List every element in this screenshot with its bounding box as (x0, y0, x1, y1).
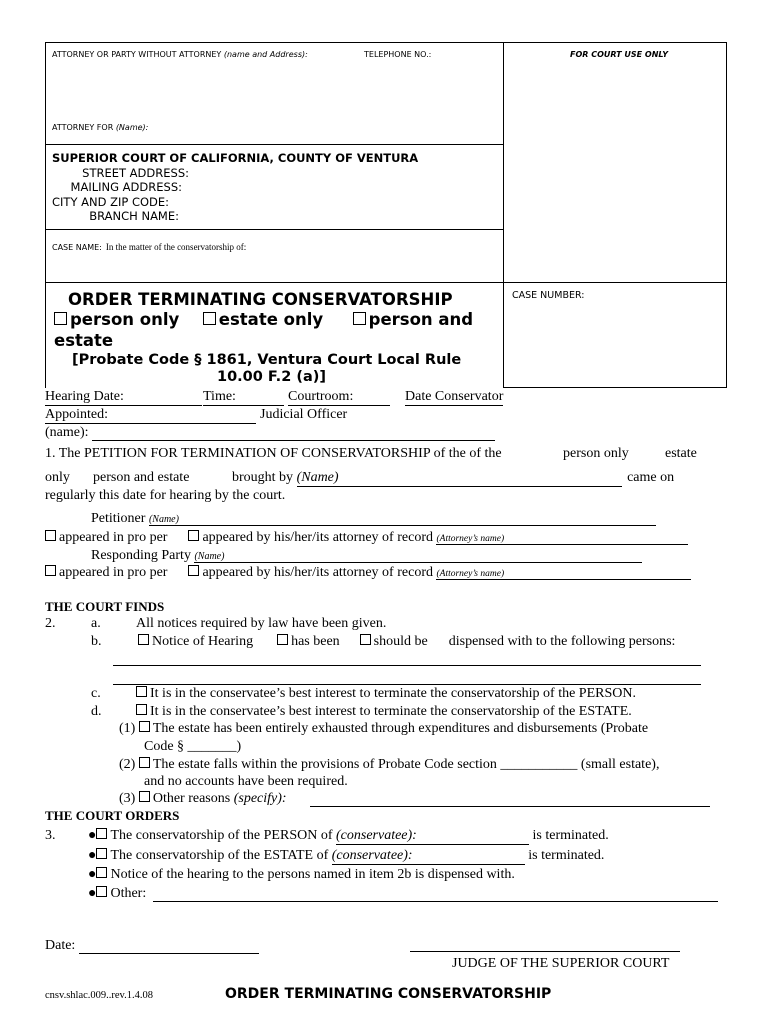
mailing-address-label: MAILING ADDRESS: (70, 180, 182, 194)
should-be-checkbox[interactable] (360, 634, 371, 645)
court-use-label: FOR COURT USE ONLY (570, 50, 669, 59)
person-only-label: person only (70, 310, 180, 329)
other-order-field[interactable] (153, 901, 718, 902)
item1-estate: estate (665, 446, 697, 461)
responding-name-field[interactable]: (Name) (194, 551, 642, 563)
item1-line3: regularly this date for hearing by the court. (45, 488, 286, 503)
court-name: SUPERIOR COURT OF CALIFORNIA, COUNTY OF VENTURA (52, 151, 419, 165)
item2a-label: a. (91, 616, 101, 631)
hearing-time-text: Time: (203, 389, 284, 406)
order3-bullet: ● (88, 867, 97, 882)
judge-signature-line[interactable] (410, 951, 680, 952)
item1-brought-by (232, 470, 674, 487)
dispensed-with-label: dispensed with to the following persons: (448, 634, 676, 649)
date-conservator-text: Date Conservator (405, 389, 504, 404)
telephone-label: TELEPHONE NO.: (364, 50, 432, 59)
item2d3-text: Other reasons (152, 791, 231, 806)
attorney-for-label (52, 123, 148, 132)
item2d2-number: (2) (119, 757, 136, 772)
officer-name-field[interactable] (92, 440, 495, 441)
petitioner-attorney-field[interactable]: (Attorney’s name) (436, 534, 688, 545)
other-reasons-field[interactable] (310, 806, 710, 807)
title-options (54, 310, 473, 329)
order4-bullet: ● (88, 886, 97, 901)
item2d3-row (119, 791, 287, 807)
person-and-estate-checkbox[interactable] (353, 312, 366, 325)
item1-only: only (45, 470, 70, 485)
item2d3-specify: (specify): (233, 791, 287, 806)
title-options-cont: estate (54, 331, 114, 350)
appointed-label (45, 407, 256, 424)
responding-attorney-field[interactable]: (Attorney’s name) (436, 569, 691, 580)
item2c-text: It is in the conservatee’s best interest to terminate the conservatorship of the PERSON. (150, 686, 636, 701)
item2d-row (136, 704, 632, 720)
petitioner-pro-per-checkbox[interactable] (45, 530, 56, 541)
judicial-officer-label: Judicial Officer (260, 407, 348, 422)
should-be-label: should be (373, 634, 428, 649)
city-zip-label: CITY AND ZIP CODE: (52, 195, 170, 209)
persons-field-1[interactable] (113, 665, 701, 666)
branch-name-label: BRANCH NAME: (89, 209, 179, 223)
persons-field-2[interactable] (113, 684, 701, 685)
item2d1-text: The estate has been entirely exhausted through expenditures and disbursements (Probate (152, 721, 649, 736)
item2d1-checkbox[interactable] (139, 721, 150, 732)
notice-of-hearing-checkbox[interactable] (138, 634, 149, 645)
order2-checkbox[interactable] (96, 848, 107, 859)
order1-text: The conservatorship of the PERSON of (110, 828, 333, 843)
case-name-label: CASE NAME: (52, 243, 102, 252)
person-only-checkbox[interactable] (54, 312, 67, 325)
item2d-label: d. (91, 704, 102, 719)
footer-title: ORDER TERMINATING CONSERVATORSHIP (225, 986, 552, 1002)
item2b-label: b. (91, 634, 102, 649)
order2-row (88, 848, 604, 865)
item2c-checkbox[interactable] (136, 686, 147, 697)
judge-label: JUDGE OF THE SUPERIOR COURT (452, 956, 670, 971)
order1-end: is terminated. (532, 828, 609, 843)
order4-row (88, 886, 146, 902)
item2c-label: c. (91, 686, 101, 701)
courtroom-label (288, 389, 390, 406)
hearing-date-label (45, 389, 202, 406)
document-title: ORDER TERMINATING CONSERVATORSHIP (68, 290, 453, 309)
item2d2-checkbox[interactable] (139, 757, 150, 768)
petitioner-row (91, 511, 656, 527)
attorney-label (52, 50, 308, 59)
order1-row (88, 828, 609, 845)
officer-name-label: (name): (45, 425, 89, 440)
date-label: Date: (45, 938, 76, 953)
item2a-text: All notices required by law have been given. (136, 616, 387, 631)
courtroom-text: Courtroom: (288, 389, 390, 406)
item2d1-number: (1) (119, 721, 136, 736)
item2-number: 2. (45, 616, 56, 631)
petitioner-label: Petitioner (91, 511, 146, 526)
item2d3-number: (3) (119, 791, 136, 806)
petitioner-attorney-checkbox[interactable] (188, 530, 199, 541)
item1-person-only: person only (563, 446, 629, 461)
order2-conservatee-field[interactable]: (conservatee): (332, 848, 525, 865)
petitioner-pro-per-label: appeared in pro per (59, 530, 168, 545)
petitioner-name-field[interactable]: (Name) (149, 514, 656, 526)
order4-checkbox[interactable] (96, 886, 107, 897)
attorney-label-italic: (name and Address): (223, 50, 308, 59)
date-conservator-label (405, 389, 503, 406)
responding-pro-per-label: appeared in pro per (59, 565, 168, 580)
probate-code-line1: [Probate Code § 1861, Ventura Court Local Rule (72, 352, 462, 368)
estate-only-checkbox[interactable] (203, 312, 216, 325)
hearing-time-label (203, 389, 284, 406)
order1-bullet: ● (88, 828, 97, 843)
item3-number: 3. (45, 828, 56, 843)
order3-text: Notice of the hearing to the persons named in item 2b is dispensed with. (110, 867, 515, 882)
item2d-checkbox[interactable] (136, 704, 147, 715)
order3-row (88, 867, 515, 883)
order4-text: Other: (110, 886, 147, 901)
item2d3-checkbox[interactable] (139, 791, 150, 802)
responding-appearance-row (45, 565, 691, 581)
responding-label: Responding Party (91, 548, 191, 563)
street-address-label: STREET ADDRESS: (82, 166, 189, 180)
hearing-date-text: Hearing Date: (45, 389, 202, 406)
order3-checkbox[interactable] (96, 867, 107, 878)
attorney-for-text: ATTORNEY FOR (52, 123, 114, 132)
court-finds-heading: THE COURT FINDS (45, 599, 165, 614)
has-been-checkbox[interactable] (277, 634, 288, 645)
petitioner-appearance-row (45, 530, 688, 546)
petitioner-attorney-label: appeared by his/her/its attorney of record (202, 530, 433, 545)
item2d1-row (119, 721, 648, 737)
order1-checkbox[interactable] (96, 828, 107, 839)
case-number-label: CASE NUMBER: (512, 290, 585, 301)
notice-of-hearing-label: Notice of Hearing (152, 634, 254, 649)
item1-person-and-estate: person and estate (93, 470, 190, 485)
item1-line1-text: 1. The PETITION FOR TERMINATION OF CONSERVATORSHIP of the of the (45, 446, 502, 461)
appointed-text: Appointed: (45, 407, 256, 424)
responding-attorney-label: appeared by his/her/its attorney of record (202, 565, 433, 580)
item2d2-text: The estate falls within the provisions of Probate Code section ___________ (small estate), (152, 757, 660, 772)
item2d1-cont: Code § _______) (144, 739, 242, 754)
item2c-row (136, 686, 636, 702)
order1-conservatee-field[interactable]: (conservatee): (336, 828, 529, 845)
estate-only-label: estate only (218, 310, 324, 329)
case-name-row (52, 237, 246, 255)
item2d2-cont: and no accounts have been required. (144, 774, 348, 789)
date-field[interactable] (79, 953, 259, 954)
responding-attorney-checkbox[interactable] (188, 565, 199, 576)
came-on-label: came on (627, 470, 675, 485)
order2-end: is terminated. (528, 848, 605, 863)
item2d-text: It is in the conservatee’s best interest to terminate the conservatorship of the ESTATE. (150, 704, 632, 719)
has-been-label: has been (291, 634, 340, 649)
order2-text: The conservatorship of the ESTATE of (110, 848, 329, 863)
order2-bullet: ● (88, 848, 97, 863)
case-name-value: In the matter of the conservatorship of: (105, 242, 247, 252)
attorney-for-italic: (Name): (115, 123, 149, 132)
item2b-row (138, 634, 675, 650)
court-orders-heading: THE COURT ORDERS (45, 808, 180, 823)
person-and-estate-label: person and (368, 310, 474, 329)
brought-by-name-field[interactable]: (Name) (297, 470, 622, 487)
form-id: cnsv.shlac.009..rev.1.4.08 (45, 990, 153, 1001)
item2d2-row (119, 757, 659, 773)
item1-line1 (45, 446, 502, 462)
attorney-label-text: ATTORNEY OR PARTY WITHOUT ATTORNEY (52, 50, 222, 59)
probate-code-line2: 10.00 F.2 (a)] (217, 369, 326, 385)
responding-pro-per-checkbox[interactable] (45, 565, 56, 576)
brought-by-label: brought by (232, 470, 294, 485)
responding-row (91, 548, 642, 564)
